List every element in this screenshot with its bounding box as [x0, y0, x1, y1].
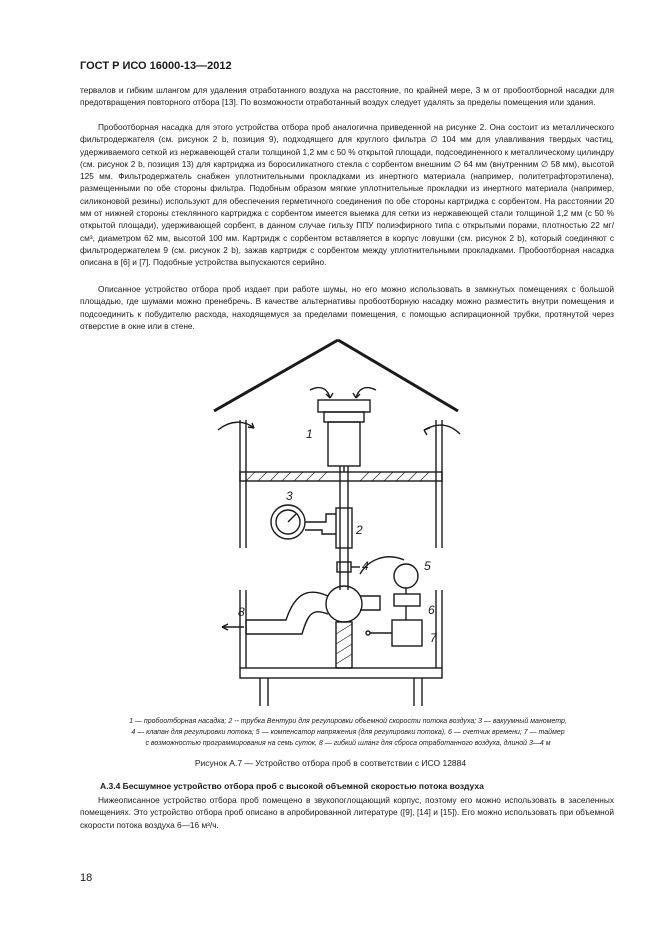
- time-counter: [394, 594, 420, 606]
- paragraph-4: [80, 794, 614, 831]
- paragraph-2: [80, 121, 614, 269]
- venturi-tube: [336, 508, 352, 548]
- exhaust-hose: [246, 592, 328, 634]
- sampler-diagram: [210, 338, 480, 710]
- paragraph-4-text: Нижеописанное устройство отбора проб помещено в звукопоглощающий корпус, поэтому его можно использовать в заселенных помещениях. Это устройство отбора проб описано в апробированной литературе ([9], [14] и [15]). Его можно использовать при объемной скорости потока воздуха 6—16 м³/ч.: [80, 795, 614, 830]
- programmable-timer: [392, 620, 422, 646]
- legend-line-3: с возможностью программирования на семь суток, 8 — гибкий шланг для сброса отработанного воздуха, длиной 3—4 м: [145, 740, 551, 747]
- figure-legend: [78, 716, 618, 749]
- label-4: 4: [362, 559, 369, 573]
- sampling-head-body: [328, 422, 360, 466]
- document-header: ГОСТ Р ИСО 16000-13—2012: [80, 60, 232, 72]
- section-heading: А.3.4 Бесшумное устройство отбора проб с высокой объемной скоростью потока воздуха: [100, 781, 484, 791]
- table-top: [240, 668, 442, 678]
- page-number: 18: [80, 872, 93, 884]
- figure-caption: Рисунок А.7 — Устройство отбора проб в соответствии с ИСО 12884: [194, 758, 467, 768]
- floor-beam: [240, 472, 442, 481]
- pump: [326, 586, 362, 622]
- flow-valve: [337, 562, 351, 572]
- sampling-head-cap: [318, 400, 370, 412]
- label-3: 3: [286, 489, 293, 503]
- paragraph-2-text: Пробоотборная насадка для этого устройства отбора проб аналогична приведенной на рисунке 2. Она состоит из металлического фильтродержателя (см. рисунок 2 b, позиция 9), подходящего для круглого фильтра ∅ 104 мм для улавливания твердых частиц, удерживаемого сеткой из нержавеющей стали толщиной 1,2 мм с 50 % открытой площади, подсоединенного к металлическому цилиндру (см. рисунок 2 b, позиция 13) для картриджа из боросиликатного стекла с сорбентом внешним ∅ 64 мм (внутренним ∅ 58 мм), высотой 125 мм. Фильтродержатель снабжен уплотнительными прокладками из инертного материала (например, политетрафторэтилена), размещенными по обе стороны фильтра. Подобным образом мягкие уплотнительные прокладки из инертного материала (например, силиконовой резины) используют для обеспечения герметичного соединения по обе стороны картриджа с сорбентом. На расстоянии 20 мм от нижней стороны стеклянного картриджа с сорбентом имеется выемка для сетки из нержавеющей стали толщиной 1,2 мм (с 50 % открытой площади), удерживающей сорбент, в данном случае гильзу ППУ полиэфирного типа с открытыми порами, плотностью 22 мг/см³, диаметром 62 мм, высотой 100 мм. Картридж с сорбентом вставляется в корпус ловушки (см. рисунок 2 b), который соединяют с фильтродержателем 9 (см. рисунок 2 b), зажав картридж с сорбентом между уплотнительными прокладками. Пробоотборная насадка описана в [6] и [7]. Подобные устройства выпускаются серийно.: [80, 122, 614, 268]
- legend-line-1: 1 — пробоотборная насадка; 2 -- трубка Вентури для регулировки объемной скорости потока воздуха; 3 — вакуумный манометр,: [129, 718, 567, 725]
- paragraph-1-text: тервалов и гибким шлангом для удаления отработанного воздуха на расстояние, по крайней мере, 3 м от пробоотборной насадки для предотвращения повторного отбора [13]. По возможности отработанный воздух следует удалять за пределы помещения или здания.: [80, 85, 614, 108]
- air-arrow-left: [218, 422, 254, 430]
- label-7: 7: [430, 631, 437, 645]
- legend-line-2: 4 — клапан для регулировки потока; 5 — компенсатор напряжения (для регулировки потока), 6 — счетчик времени; 7 — таймер: [131, 729, 565, 736]
- label-2: 2: [356, 523, 363, 537]
- label-6: 6: [428, 603, 435, 617]
- label-5: 5: [424, 559, 431, 573]
- label-1: 1: [306, 427, 313, 441]
- voltage-compensator: [394, 564, 418, 588]
- paragraph-1: [80, 84, 614, 109]
- paragraph-3-text: Описанное устройство отбора проб издает при работе шумы, но его можно использовать в замкнутых помещениях с большой площадью, где шумами можно пренебречь. В качестве альтернативы пробоотборную насадку можно разместить внутри помещения и подсоединить к побудителю расхода, находящемуся за пределами помещения, с помощью аспирационной трубки, протянутой через отверстие в окне или в стене.: [80, 284, 614, 331]
- paragraph-3: [80, 283, 614, 332]
- label-8: 8: [238, 605, 245, 619]
